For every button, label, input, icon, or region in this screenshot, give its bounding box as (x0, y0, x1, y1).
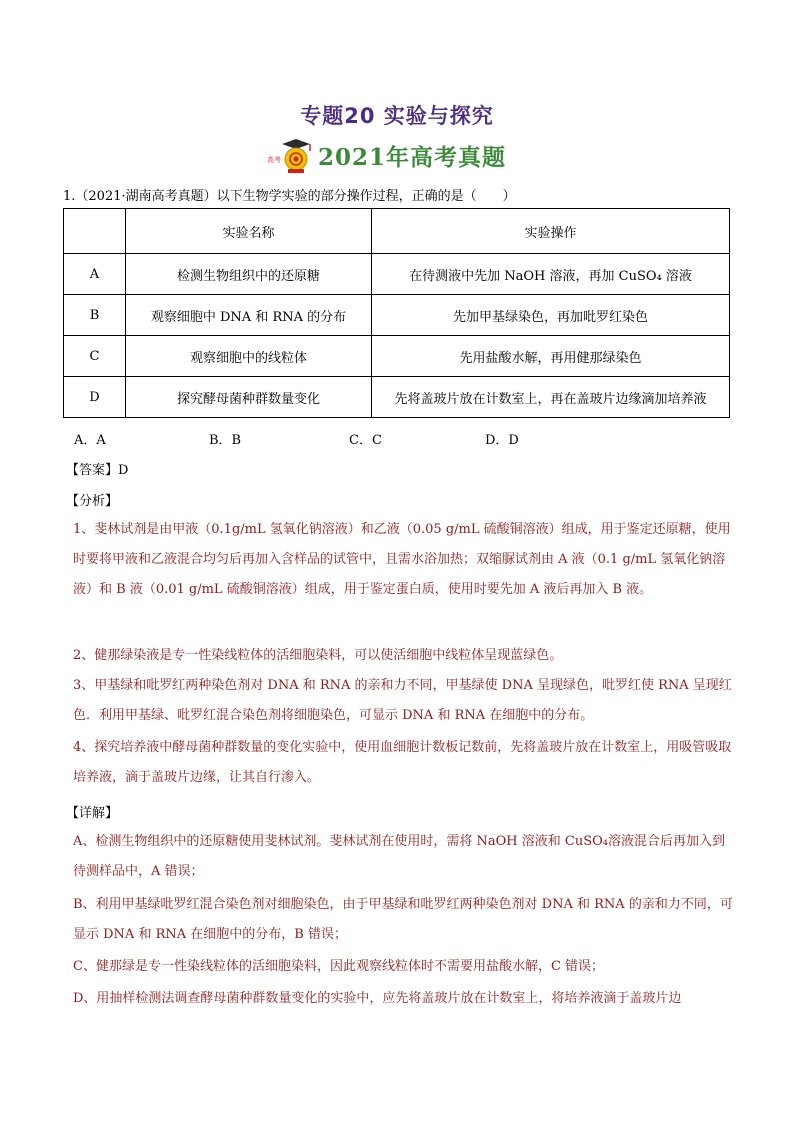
header-cell (64, 209, 126, 254)
answer-value: D (118, 463, 129, 478)
svg-text:考: 考 (274, 156, 281, 164)
experiment-operation: 在待测液中先加 NaOH 溶液，再加 CuSO₄ 溶液 (372, 254, 730, 295)
experiment-operation: 先加甲基绿染色，再加吡罗红染色 (372, 295, 730, 336)
header-cell: 实验操作 (372, 209, 730, 254)
experiment-name: 探究酵母菌种群数量变化 (126, 377, 372, 418)
experiment-name: 观察细胞中的线粒体 (126, 336, 372, 377)
option-c[interactable]: C．C (349, 433, 382, 448)
row-label: B (64, 295, 126, 336)
row-label: D (64, 377, 126, 418)
detail-item: B、利用甲基绿吡罗红混合染色剂对细胞染色，由于甲基绿和吡罗红两种染色剂对 DNA 和 RNA 的亲和力不同，可显示 DNA 和 RNA 在细胞中的分布，B 错误； (73, 897, 733, 942)
option-b[interactable]: B．B (209, 433, 242, 448)
table-header-row (64, 209, 730, 254)
table-row (64, 377, 730, 418)
experiment-name: 观察细胞中 DNA 和 RNA 的分布 (126, 295, 372, 336)
experiment-table (63, 208, 730, 418)
option-d[interactable]: D．D (485, 433, 519, 448)
experiment-name: 检测生物组织中的还原糖 (126, 254, 372, 295)
svg-text:高: 高 (267, 156, 274, 164)
experiment-operation: 先将盖玻片放在计数室上，再在盖玻片边缘滴加培养液 (372, 377, 730, 418)
answer-label: 【答案】 (66, 463, 119, 478)
header-cell: 实验名称 (126, 209, 372, 254)
analysis-label: 【分析】 (66, 494, 119, 509)
question-stem: 1.（2021·湖南高考真题）以下生物学实验的部分操作过程，正确的是（ ） (63, 189, 516, 204)
analysis-item: 2、健那绿染液是专一性染线粒体的活细胞染料，可以使活细胞中线粒体呈现蓝绿色。 (73, 648, 563, 663)
table-row (64, 254, 730, 295)
banner (266, 136, 506, 174)
experiment-operation: 先用盐酸水解，再用健那绿染色 (372, 336, 730, 377)
detail-item: A、检测生物组织中的还原糖使用斐林试剂。斐林试剂在使用时，需将 NaOH 溶液和 CuSO₄溶液混合后再加入到待测样品中，A 错误； (73, 834, 726, 879)
row-label: C (64, 336, 126, 377)
answer-options (74, 429, 754, 449)
answer-line (66, 459, 128, 478)
page-title: 专题20 实验与探究 (300, 104, 494, 128)
analysis-item: 1、斐林试剂是由甲液（0.1g/mL 氢氧化钠溶液）和乙液（0.05 g/mL 硫酸铜溶液）组成，用于鉴定还原糖，使用时要将甲液和乙液混合均匀后再加入含样品的试管中，且需水浴加热；双缩脲试剂由 A 液（0.1 g/mL 氢氧化钠溶液）和 B 液（0.01 g/mL 硫酸铜溶液）组成，用于鉴定蛋白质，使用时要先加 A 液后再加入 B 液。 (73, 522, 731, 597)
row-label: A (64, 254, 126, 295)
banner-text: 2021年高考真题 (318, 143, 507, 171)
detail-item: C、健那绿是专一性染线粒体的活细胞染料，因此观察线粒体时不需要用盐酸水解，C 错误； (73, 959, 605, 974)
option-a[interactable]: A．A (74, 433, 106, 448)
analysis-item: 3、甲基绿和吡罗红两种染色剂对 DNA 和 RNA 的亲和力不同，甲基绿使 DNA 呈现绿色，吡罗红使 RNA 呈现红色．利用甲基绿、吡罗红混合染色剂将细胞染色，可显示 DNA 和 RNA 在细胞中的分布。 (73, 678, 732, 723)
table-row (64, 295, 730, 336)
table-row (64, 336, 730, 377)
detail-item: D、用抽样检测法调查酵母菌种群数量变化的实验中，应先将盖玻片放在计数室上，将培养液滴于盖玻片边 (73, 991, 682, 1006)
analysis-item: 4、探究培养液中酵母菌种群数量的变化实验中，使用血细胞计数板记数前，先将盖玻片放在计数室上，用吸管吸取培养液，滴于盖玻片边缘，让其自行渗入。 (73, 740, 732, 785)
detail-label: 【详解】 (66, 806, 119, 821)
graduation-mascot-logo-icon (266, 136, 312, 174)
